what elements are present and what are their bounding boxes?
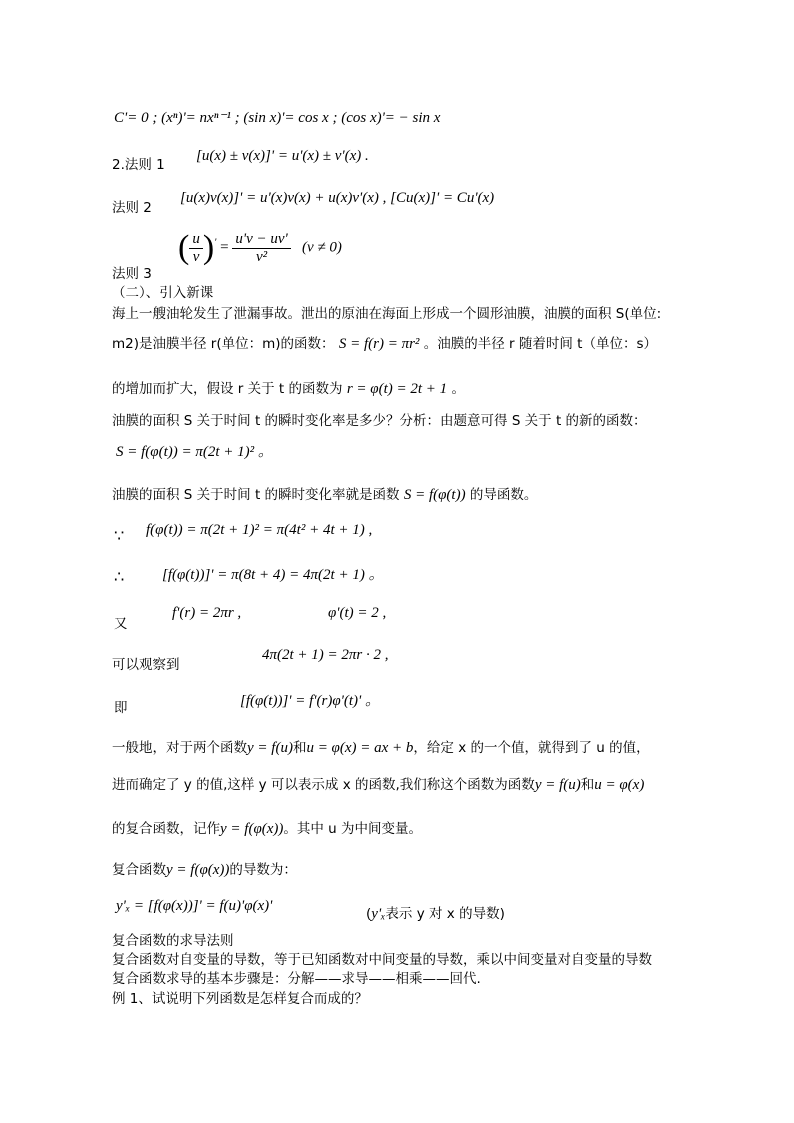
ie-label: 即 xyxy=(114,700,128,716)
right-paren: ) xyxy=(202,229,215,266)
general-line-2: 进而确定了 y 的值,这样 y 可以表示成 x 的函数,我们称这个函数为函数y = f(u)和u = φ(x) xyxy=(112,777,645,793)
paragraph-2: 油膜的面积 S 关于时间 t 的瞬时变化率是多少？分析：由题意可得 S 关于 t 的新的函数： xyxy=(112,413,647,429)
rule2-formula: [u(x)v(x)]' = u'(x)v(x) + u(x)v'(x) , [Cu(x)]' = Cu'(x) xyxy=(180,190,495,206)
rule3-label: 法则 3 xyxy=(112,266,152,282)
observe-formula: 4π(2t + 1) = 2πr · 2 , xyxy=(262,647,389,663)
paragraph-3: 油膜的面积 S 关于时间 t 的瞬时变化率就是函数 S = f(φ(t)) 的导函数。 xyxy=(112,487,538,503)
area-function: S = f(r) = πr² xyxy=(338,336,420,352)
rhs-fraction: $\frac{u'v - uv'}{\text{v²}}$ xyxy=(232,231,290,266)
general-line-4: 复合函数y = f(φ(x))的导数为： xyxy=(112,862,297,878)
therefore-formula: [f(φ(t))]' = π(8t + 4) = 4π(2t + 1) 。 xyxy=(162,567,384,583)
rule3-formula: ( $\frac{u}{v}$ )' = $\frac{u'v - uv'}{\text{v²}}$ (v ≠ 0) xyxy=(178,229,342,266)
paragraph-1-line-2: m2)是油膜半径 r(单位：m)的函数： S = f(r) = πr² 。油膜的半径 r 随着时间 t（单位：s） xyxy=(112,336,657,352)
therefore-symbol: ∴ xyxy=(114,567,125,586)
general-line-1: 一般地，对于两个函数y = f(u)和u = φ(x) = ax + b，给定 x 的一个值，就得到了 u 的值， xyxy=(112,740,650,756)
rule-description: 复合函数对自变量的导数，等于已知函数对中间变量的导数，乘以中间变量对自变量的导数 xyxy=(112,952,652,968)
composite-derivative-formula: y'ₓ = [f(φ(x))]' = f(u)'φ(x)' xyxy=(116,898,273,914)
rule3-condition: (v ≠ 0) xyxy=(301,239,342,256)
general-line-3: 的复合函数，记作y = f(φ(x))。其中 u 为中间变量。 xyxy=(112,821,423,837)
composite-area-function: S = f(φ(t)) = π(2t + 1)² 。 xyxy=(116,444,273,460)
rule2-label: 法则 2 xyxy=(112,200,152,216)
derivative-note: (y'ₓ表示 y 对 x 的导数) xyxy=(366,906,505,922)
rule1-formula: [u(x) ± v(x)]' = u'(x) ± v'(x) . xyxy=(196,148,369,164)
rule-title: 复合函数的求导法则 xyxy=(112,933,234,949)
derivative-f-r: f'(r) = 2πr , xyxy=(172,605,242,621)
basic-derivative-formulas: C'= 0 ; (xⁿ)'= nxⁿ⁻¹ ; (sin x)'= cos x ; (cos x)'= − sin x xyxy=(114,110,441,126)
paragraph-1-line-3: 的增加而扩大，假设 r 关于 t 的函数为 r = φ(t) = 2t + 1 。 xyxy=(112,381,465,397)
derivative-phi-t: φ'(t) = 2 , xyxy=(328,605,387,621)
observe-label: 可以观察到 xyxy=(112,657,180,673)
composite-short: S = f(φ(t)) xyxy=(403,487,466,503)
left-paren: ( xyxy=(178,229,190,266)
example-1: 例 1、试说明下列函数是怎样复合而成的？ xyxy=(112,991,368,1007)
section-heading: （二）、引入新课 xyxy=(112,285,214,301)
radius-function: r = φ(t) = 2t + 1 xyxy=(346,381,448,397)
rule-steps: 复合函数求导的基本步骤是：分解——求导——相乘——回代. xyxy=(112,971,481,987)
rule1-label: 2.法则 1 xyxy=(112,157,165,173)
chain-rule-example: [f(φ(t))]' = f'(r)φ'(t)' 。 xyxy=(240,693,380,709)
paragraph-1-line-1: 海上一艘油轮发生了泄漏事故。泄出的原油在海面上形成一个圆形油膜，油膜的面积 S(单位: xyxy=(112,306,662,322)
since-symbol: ∵ xyxy=(114,526,125,545)
also-label: 又 xyxy=(114,616,128,632)
since-formula: f(φ(t)) = π(2t + 1)² = π(4t² + 4t + 1) , xyxy=(146,522,373,538)
lhs-fraction: $\frac{u}{v}$ xyxy=(189,231,203,266)
